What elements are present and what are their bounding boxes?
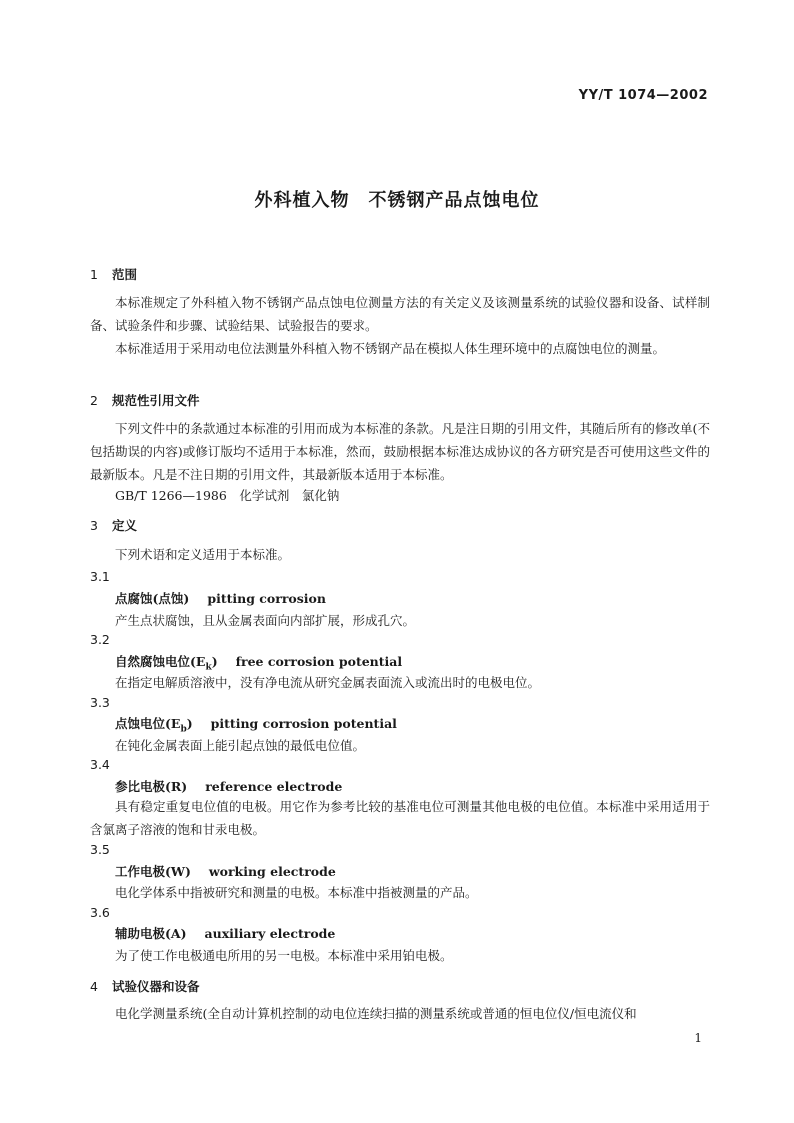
section-title: 范围 [112,267,138,282]
term-heading [115,714,397,735]
term-chinese: 自然腐蚀电位(E [115,654,206,669]
section-title: 定义 [112,518,138,533]
section-number: 1 [90,267,98,282]
term-number: 3.3 [90,695,110,710]
term-english: reference electrode [205,779,343,794]
section-3-intro: 下列术语和定义适用于本标准。 [115,547,291,562]
term-chinese: 点腐蚀(点蚀) [115,591,190,606]
term-definition: 在指定电解质溶液中，没有净电流从研究金属表面流入或流出时的电极电位。 [115,675,541,690]
section-number: 4 [90,979,98,994]
term-heading [115,777,342,795]
section-3-heading [90,516,137,534]
term-definition: 电化学体系中指被研究和测量的电极。本标准中指被测量的产品。 [115,885,478,900]
term-heading [115,652,402,673]
term-number: 3.1 [90,569,110,584]
term-subscript: b [180,724,187,735]
term-heading [115,589,326,607]
section-1-paragraph-1: 本标准规定了外科植入物不锈钢产品点蚀电位测量方法的有关定义及该测量系统的试验仪器和设备、试样制备、试验条件和步骤、试验结果、试验报告的要求。 [90,295,710,333]
page-number: 1 [694,1031,702,1045]
document-title: 外科植入物 不锈钢产品点蚀电位 [254,190,540,211]
term-chinese: 点蚀电位(E [115,716,181,731]
section-1-paragraph-2: 本标准适用于采用动电位法测量外科植入物不锈钢产品在模拟人体生理环境中的点腐蚀电位的测量。 [115,341,666,356]
section-1-heading [90,265,137,283]
section-number: 2 [90,393,98,408]
term-definition: 为了使工作电极通电所用的另一电极。本标准中采用铂电极。 [115,948,453,963]
standard-code: YY/T 1074—2002 [578,88,708,103]
term-english: working electrode [208,864,336,879]
section-2-paragraph-1: 下列文件中的条款通过本标准的引用而成为本标准的条款。凡是注日期的引用文件，其随后所有的修改单(不包括勘误的内容)或修订版均不适用于本标准，然而，鼓励根据本标准达成协议的各方研究是否可使用这些文件的最新版本。凡是不注日期的引用文件，其最新版本适用于本标准。 [90,421,710,482]
term-chinese: 参比电极(R) [115,779,188,794]
section-title: 试验仪器和设备 [112,979,200,994]
term-english: pitting corrosion [207,591,326,606]
term-chinese: 工作电极(W) [115,864,191,879]
section-number: 3 [90,518,98,533]
term-english: free corrosion potential [235,654,403,669]
term-definition: 具有稳定重复电位值的电极。用它作为参考比较的基准电位可测量其他电极的电位值。本标准中采用适用于含氯离子溶液的饱和甘汞电极。 [90,799,710,837]
term-number: 3.4 [90,757,110,772]
term-english: auxiliary electrode [204,926,336,941]
term-number: 3.5 [90,842,110,857]
term-chinese-end: ) [211,654,218,669]
term-subscript: k [205,662,212,673]
term-chinese-end: ) [186,716,193,731]
term-chinese: 辅助电极(A) [115,926,187,941]
section-4-paragraph-1: 电化学测量系统(全自动计算机控制的动电位连续扫描的测量系统或普通的恒电位仪/恒电流仪和 [115,1006,637,1021]
section-4-heading [90,977,200,995]
normative-reference: GB/T 1266—1986 化学试剂 氯化钠 [115,488,340,503]
term-heading [115,862,336,880]
term-number: 3.6 [90,905,110,920]
term-definition: 在钝化金属表面上能引起点蚀的最低电位值。 [115,738,366,753]
section-2-heading [90,391,200,409]
term-number: 3.2 [90,632,110,647]
term-definition: 产生点状腐蚀，且从金属表面向内部扩展，形成孔穴。 [115,613,416,628]
section-title: 规范性引用文件 [112,393,200,408]
term-english: pitting corrosion potential [210,716,397,731]
term-heading [115,924,335,942]
